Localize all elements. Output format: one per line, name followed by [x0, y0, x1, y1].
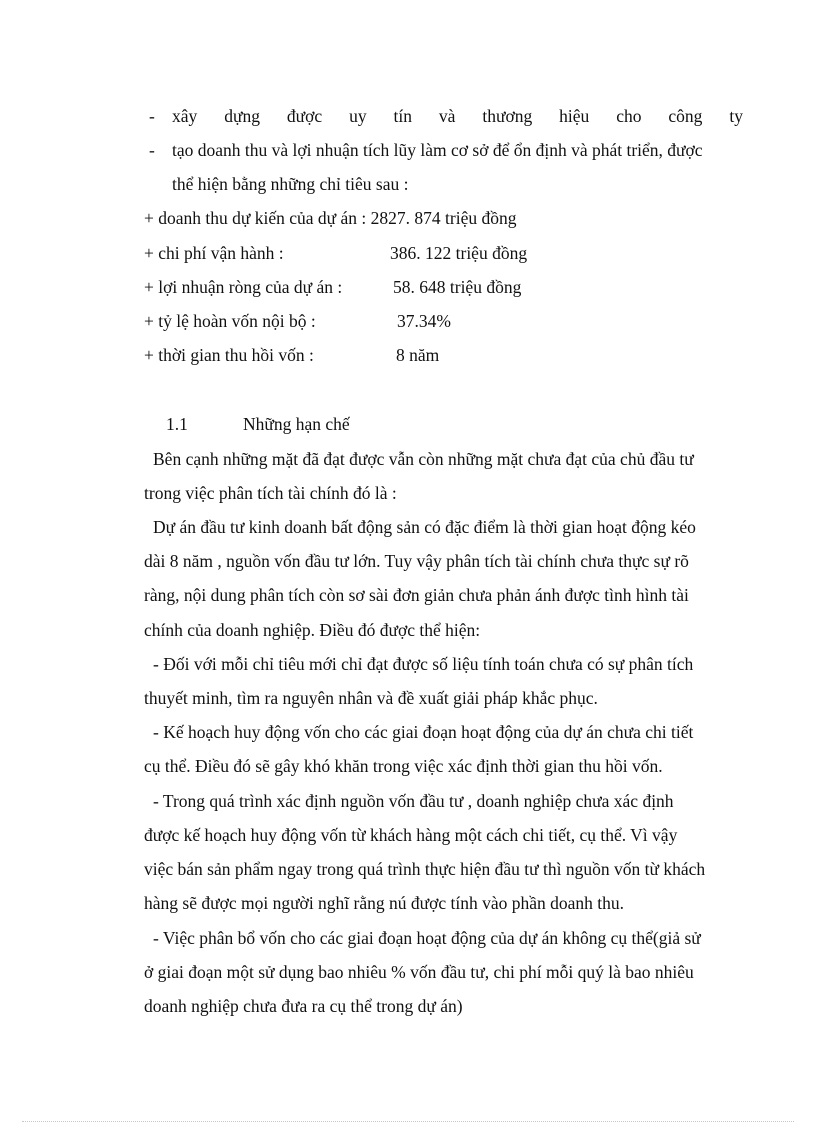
paragraph-line: cụ thể. Điều đó sẽ gây khó khăn trong việc xác định thời gian thu hồi vốn. — [144, 756, 663, 776]
paragraph-line: Bên cạnh những mặt đã đạt được vẫn còn những mặt chưa đạt của chủ đầu tư — [153, 449, 694, 469]
word: xây — [172, 106, 198, 126]
bullet-marker: - — [149, 106, 155, 126]
indicator-revenue: + doanh thu dự kiến của dự án : 2827. 874 triệu đồng — [144, 208, 517, 228]
word: ty — [729, 106, 743, 126]
paragraph-line: ràng, nội dung phân tích còn sơ sài đơn giản chưa phản ánh được tình hình tài — [144, 585, 689, 605]
section-number: 1.1 — [166, 414, 188, 434]
indicator-payback-value: 8 năm — [396, 345, 440, 365]
paragraph-line: được kế hoạch huy động vốn từ khách hàng một cách chi tiết, cụ thể. Vì vậy — [144, 825, 678, 845]
paragraph-line: thuyết minh, tìm ra nguyên nhân và đề xuất giải pháp khắc phục. — [144, 688, 598, 708]
bullet-1-text — [172, 104, 743, 128]
paragraph-line: doanh nghiệp chưa đưa ra cụ thể trong dự án) — [144, 996, 463, 1016]
paragraph-line: - Đối với mỗi chỉ tiêu mới chỉ đạt được số liệu tính toán chưa có sự phân tích — [153, 654, 694, 674]
bullet-2-continuation: thể hiện bằng những chỉ tiêu sau : — [172, 174, 409, 194]
word: cho — [616, 106, 642, 126]
paragraph-line: việc bán sản phẩm ngay trong quá trình thực hiện đầu tư thì nguồn vốn từ khách — [144, 859, 706, 879]
bullet-2-text: tạo doanh thu và lợi nhuận tích lũy làm cơ sở để ổn định và phát triển, được — [172, 140, 703, 160]
paragraph-line: - Trong quá trình xác định nguồn vốn đầu tư , doanh nghiệp chưa xác định — [153, 791, 674, 811]
word: tín — [393, 106, 412, 126]
word: hiệu — [559, 106, 590, 126]
word: thương — [482, 106, 533, 126]
page-bottom-divider — [22, 1121, 794, 1122]
indicator-net-profit-label: + lợi nhuận ròng của dự án : — [144, 277, 343, 297]
word: dựng — [224, 106, 260, 126]
indicator-operating-cost-value: 386. 122 triệu đồng — [390, 243, 528, 263]
section-title: Những hạn chế — [243, 414, 350, 434]
paragraph-line: trong việc phân tích tài chính đó là : — [144, 483, 397, 503]
indicator-irr-label: + tỷ lệ hoàn vốn nội bộ : — [144, 311, 316, 331]
word: công — [668, 106, 703, 126]
paragraph-line: hàng sẽ được mọi người nghĩ rằng nú được tính vào phần doanh thu. — [144, 893, 625, 913]
indicator-net-profit-value: 58. 648 triệu đồng — [393, 277, 522, 297]
paragraph-line: Dự án đầu tư kinh doanh bất động sản có đặc điểm là thời gian hoạt động kéo — [153, 517, 696, 537]
paragraph-line: ở giai đoạn một sử dụng bao nhiêu % vốn đầu tư, chi phí mỗi quý là bao nhiêu — [144, 962, 694, 982]
word: và — [438, 106, 456, 126]
word: được — [286, 106, 323, 126]
indicator-operating-cost-label: + chi phí vận hành : — [144, 243, 284, 263]
paragraph-line: - Việc phân bổ vốn cho các giai đoạn hoạt động của dự án không cụ thể(giả sử — [153, 928, 701, 948]
word: uy — [349, 106, 367, 126]
indicator-payback-label: + thời gian thu hồi vốn : — [144, 345, 314, 365]
paragraph-line: dài 8 năm , nguồn vốn đầu tư lớn. Tuy vậy phân tích tài chính chưa thực sự rõ — [144, 551, 689, 571]
indicator-irr-value: 37.34% — [397, 311, 451, 331]
paragraph-line: - Kế hoạch huy động vốn cho các giai đoạn hoạt động của dự án chưa chi tiết — [153, 722, 694, 742]
bullet-marker: - — [149, 140, 155, 160]
paragraph-line: chính của doanh nghiệp. Điều đó được thể hiện: — [144, 620, 481, 640]
